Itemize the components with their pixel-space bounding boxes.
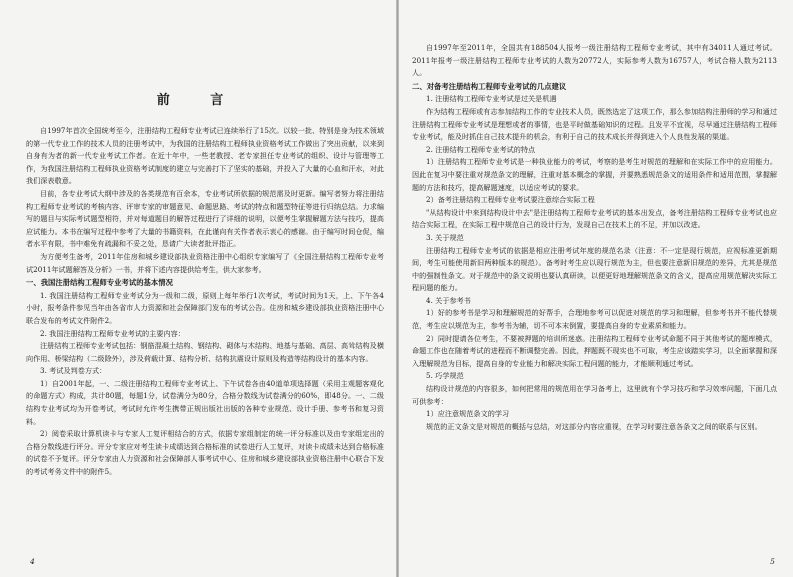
left-page-body [26,125,384,479]
right-page [398,0,793,577]
section-2-item-5-1: 1）应注意规范条文的学习 [426,409,510,419]
page-title: 前 言 [156,93,242,108]
section-1-item-2: 2. 我国注册结构工程师专业考试的主要内容： [40,328,185,338]
intro-paragraph-3: 为方便考生备考，2011年住房和城乡建设部执业资格注册中心组织专家编写了《全国注册结构工程师专业考试2011年试题解答及分析》一书，并将下述内容提供给考生，供大家参考。 [26,251,384,274]
section-1-item-3-2: 2）阅卷采取计算机读卡与专家人工复评相结合的方式，依据专家组制定的统一评分标准以及由专家组定出的合格分数线进行评分。评分专家应对考生读卡成绩达到合格标准的试卷进行人工复评，对读卡成绩未达到合格标准的试卷不予复评。评分专家由人力资源和社会保障部人事考试中心、住房和城乡建设部执业资格注册中心联合下发的考试考务文件中的附件5。 [26,429,384,477]
section-2-item-1: 1. 注册结构工程师专业考试是过关是机遇 [426,94,557,104]
exam-statistics: 自1997年至2011年，全国共有188504人报考一级注册结构工程师专业考试，其中有34011人通过考试。2011年报考一级注册结构工程师专业考试的人数为20772人，实际参考人数为16757人，考试合格人数为2113人。 [412,43,777,78]
section-2-item-4: 4. 关于参考书 [426,295,471,305]
section-2-item-2-2-body: "从结构设计中来到结构设计中去"是注册结构工程师专业考试的基本出发点，备考注册结构工程师专业考试也应结合实际工程，在实际工程中规范自己的设计行为，发现自己在技术上的不足，并加以改进。 [412,207,777,230]
section-2-item-4-1: 1）好的参考书是学习和理解规范的好帮手，合理地参考可以促进对规范的学习和理解，但参考书并不能代替规范，考生应以规范为主，参考书为辅，切不可本末倒置，要提高自身的专业素质和能力。 [412,308,777,331]
section-2-item-4-2: 2）同时提请各位考生，不要被押题的培训所迷惑。注册结构工程师专业考试命题不同于其他考试的题库模式，命题工作也在随着考试的进程而不断调整完善。因此，押题既不现实也不可取，考生应该踏实学习，以全面掌握和深入理解规范为目标，提高自身的专业能力和解决实际工程问题的能力，才能顺利通过考试。 [412,333,777,368]
page-number-left: 4 [30,557,35,567]
section-2-item-2-2: 2）备考注册结构工程师专业考试要注意综合实际工程 [426,195,595,205]
section-2-item-5-body: 结构设计规范的内容很多，如何把常用的规范用在学习备考上，这里就有个学习技巧和学习效率问题，下面几点可供参考： [412,384,777,406]
section-1-item-1: 1. 我国注册结构工程师专业考试分为一级和二级，原则上每年举行1次考试，考试时间为1天，上、下午各4小时，报考条件参见当年由各省市人力资源和社会保障部门发布的考试公告。住房和城乡建设部执业资格注册中心联合发布的考试文件附件2。 [26,290,384,325]
section-2-item-5: 5. 巧学规范 [426,371,464,381]
section-2-item-3-body: 注册结构工程师专业考试的依据是相应注册考试年度的规范名录（注意：不一定是现行规范，应视标准更新期间，考生可能使用新旧两种版本的规范）。备考时考生应以现行规范为主，但也要注意新旧规范的差异，尤其是规范中的强制性条文。对于规范中的条文说明也要认真研读，以便更好地理解规范条文的含义，提高应用规范解决实际工程问题的能力。 [412,245,777,293]
section-2-item-2: 2. 注册结构工程师专业考试的特点 [426,144,536,154]
section-1-heading: 一、我国注册结构工程师专业考试的基本情况 [26,278,173,288]
section-2-item-5-1-body: 规范的正文条文是对规范的概括与总结，对这部分内容应重视，在学习时要注意各条文之间的联系与区别。 [426,421,762,431]
right-page-body [412,42,777,433]
section-2-item-2-1: 1）注册结构工程师专业考试是一种执业能力的考试，考察的是考生对规范的理解和在实际工作中的应用能力。因此在复习中要注重对规范条文的理解，注重对基本概念的掌握，并要熟悉规范条文的适用条件和适用范围，掌握解题的方法和技巧，提高解题速度，以适应考试的要求。 [412,157,777,192]
section-1-item-3: 3. 考试及判卷方式： [40,366,107,376]
section-1-item-3-1: 1）自2001年起，一、二级注册结构工程师专业考试上、下午试卷各由40道单项选择题（采用主观题客观化的命题方式）构成，共计80题，每题1分，试卷满分为80分，合格分数线为试卷满分的60%，即48分。一、二级结构专业考试均为开卷考试，考试时允许考生携带正规出版社出版的各种专业规范、设计手册、参考书和复习资料。 [26,378,384,426]
section-1-item-2-body: 注册结构工程师专业考试包括：钢筋混凝土结构、钢结构、砌体与木结构、地基与基础、高层、高耸结构及横向作用、桥梁结构（二级除外），涉及荷载计算、结构分析、结构抗震设计原则及构造等结构设计的基本内容。 [26,341,384,363]
intro-paragraph-2: 目前，各专业考试大纲中涉及的各类规范有百余本，专业考试所依据的规范需及时更新。编写者努力将注册结构工程师专业考试的考核内容、评审专家的审题意见、命题思路、考试的特点和题型特征等进行归纳总结。力求编写的题目与实际考试题型相符，并对每道题目的解答过程进行了详细的说明，以便考生掌握解题方法与技巧，提高应试能力。本书在编写过程中参考了大量的书籍资料，在此谨向有关作者表示衷心的感谢。由于编写时间仓促，编者水平有限，书中难免有疏漏和不妥之处，恳请广大读者批评指正。 [26,188,384,249]
intro-paragraph-1: 自1997年首次全国统考至今，注册结构工程师专业考试已连续举行了15次。以较一批、特别是身为技术领域的第一代专业工作的技术人员的注册考试中，为我国的注册结构工程师执业资格考试工作做出了突出贡献，以来到自身有为者的新一代专业考试工作者。在近十年中，一些老教授、老专家担任专业考试的组织、设计与管理等工作，为我国注册结构工程师执业资格考试制度的建立与完善打下了坚实的基础，并投入了大量的心血和汗水，对此我们深表敬意。 [26,126,384,186]
section-2-item-1-body: 作为结构工程师或有志参加结构工作的专业技术人员，既然选定了这项工作，那么参加结构注册师的学习和通过注册结构工程师专业考试是理想或者的事情，也是平时做基础知识的过程。且发平不宜视，尽早通过注册结构工程师专业考试，能及时抓住自己技术提升的机会，有利于自己的技术成长并得到进入个人良性发展的渠道。 [412,106,777,142]
section-2-heading: 二、对备考注册结构工程师专业考试的几点建议 [412,81,567,91]
section-2-item-3: 3. 关于规范 [426,232,464,242]
page-number-right: 5 [770,557,775,567]
